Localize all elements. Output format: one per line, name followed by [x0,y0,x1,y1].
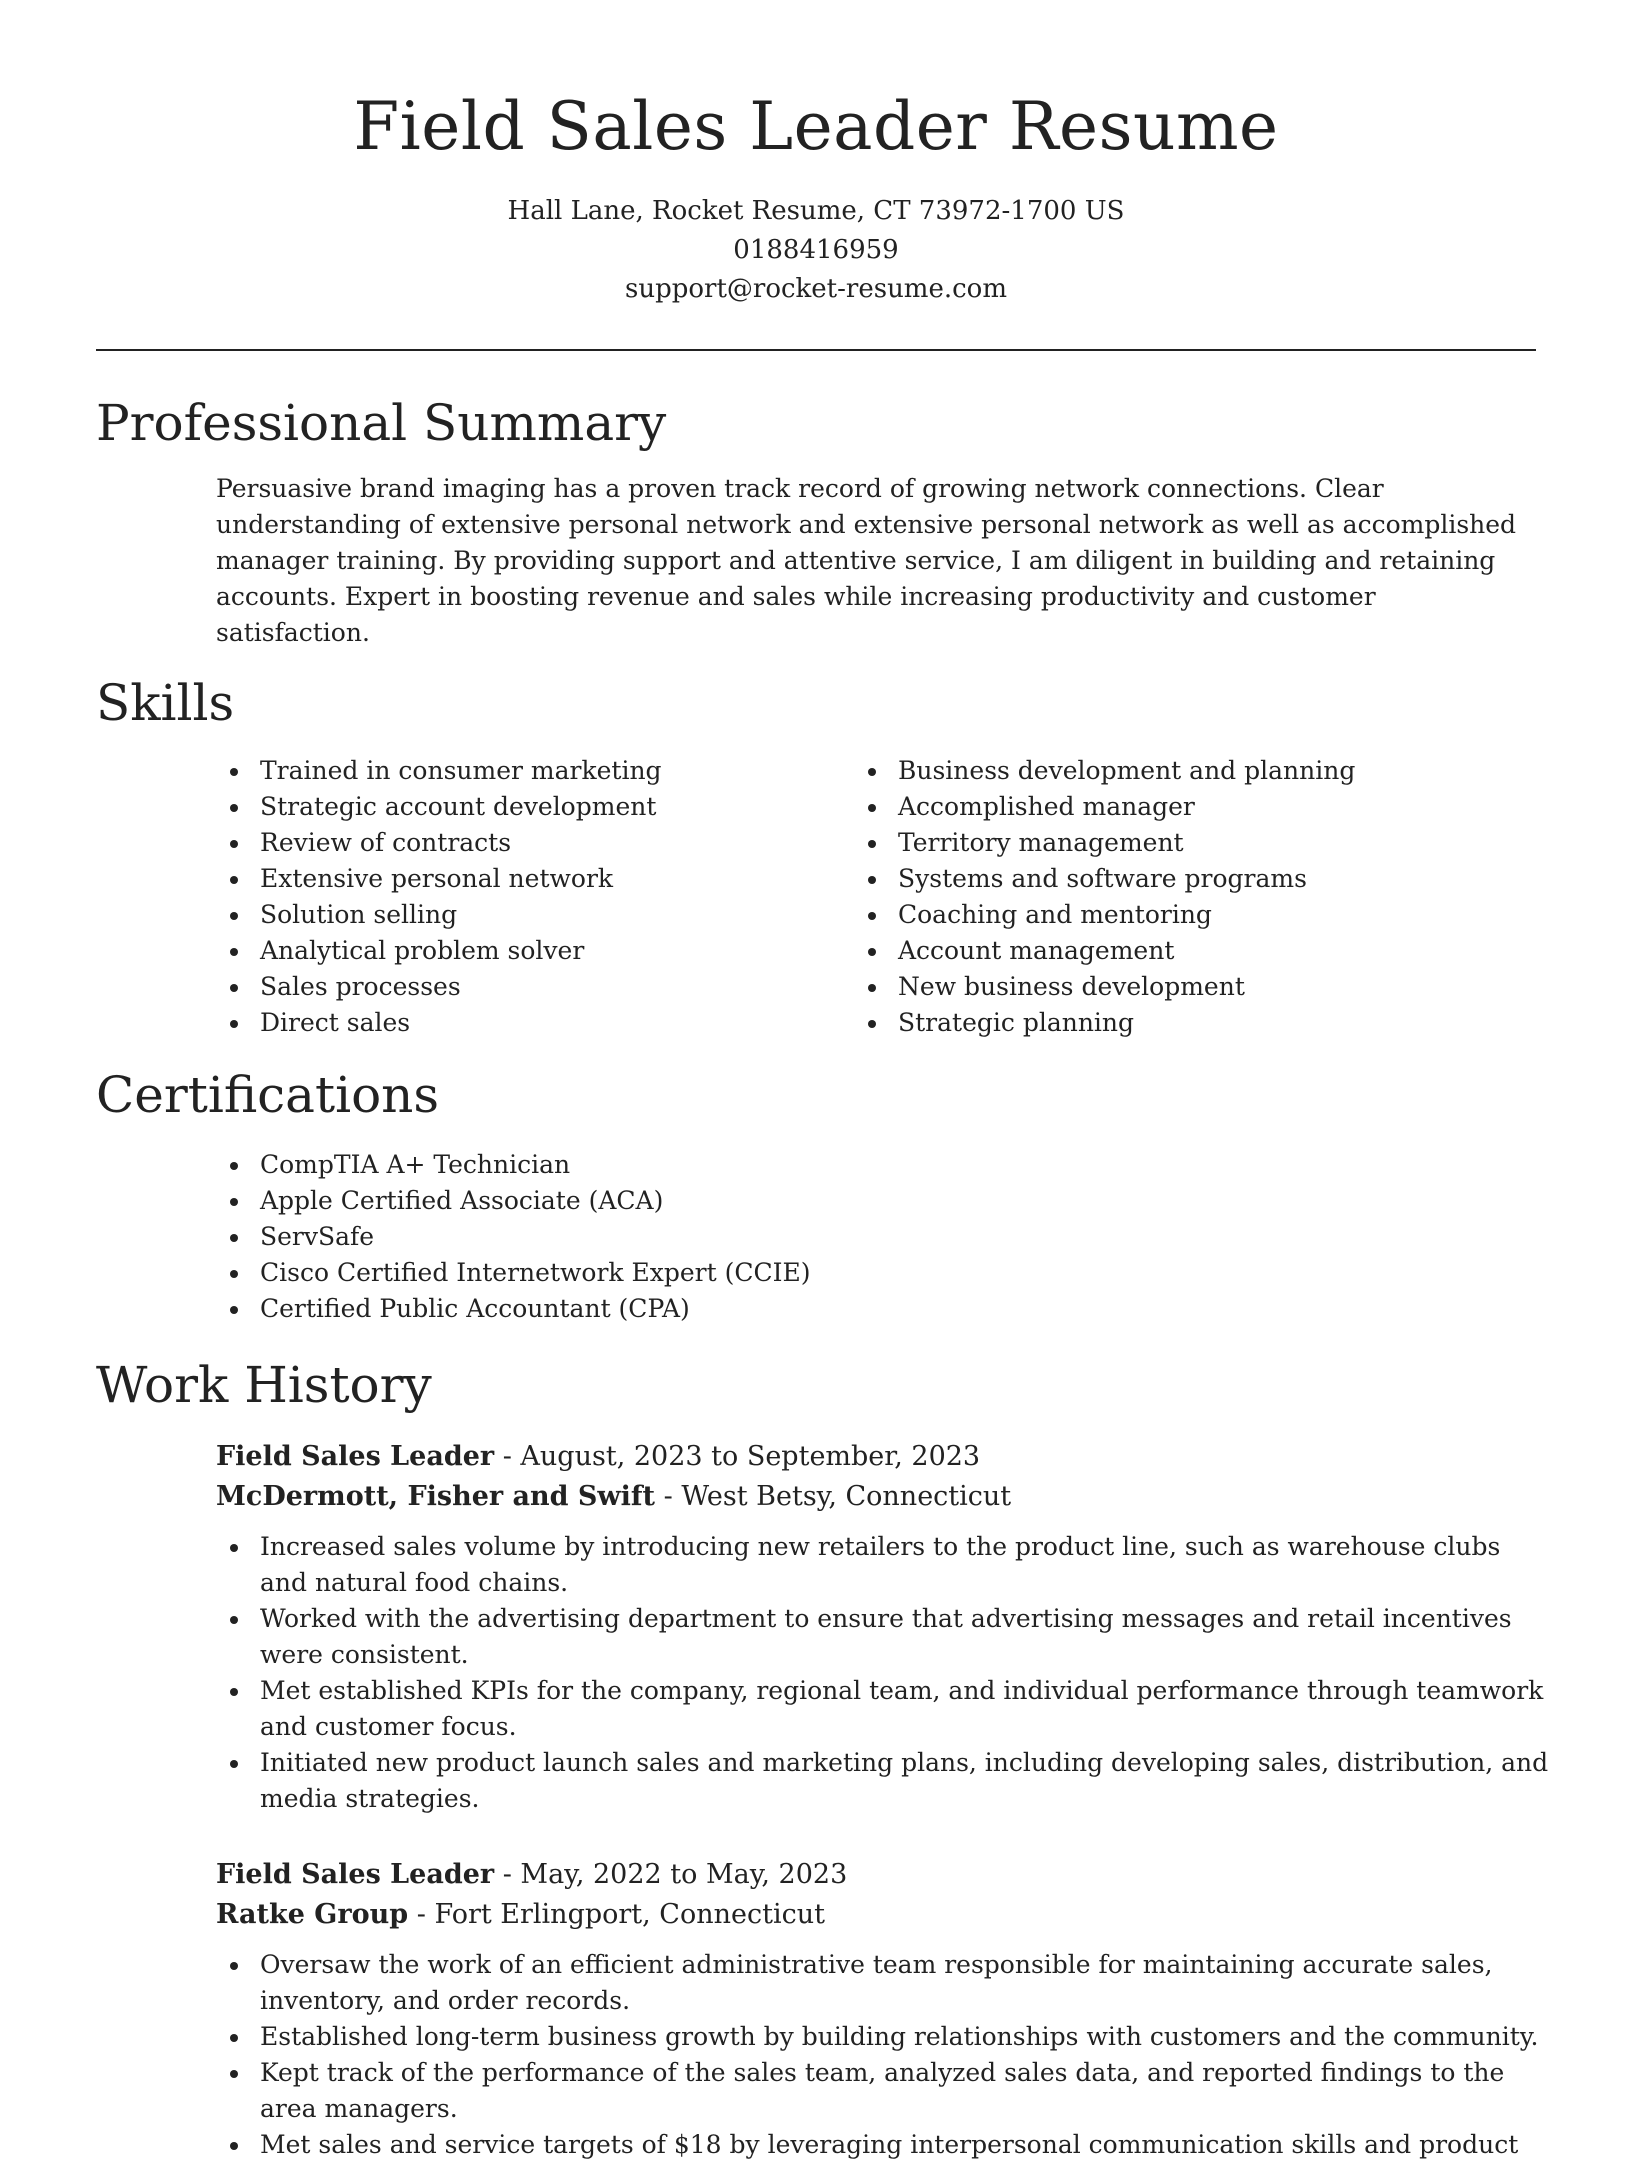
job-separator: - [502,1859,521,1890]
skill-item: New business development [898,969,1536,1005]
contact-email: support@rocket-resume.com [624,274,1007,304]
skill-item: Territory management [898,825,1536,861]
certifications-heading: Certifications [96,1066,440,1124]
skills-list-right [898,753,1536,1041]
job-dates: August, 2023 to September, 2023 [520,1441,981,1472]
skill-item: Coaching and mentoring [898,897,1536,933]
contact-address: Hall Lane, Rocket Resume, CT 73972-1700 US [507,196,1125,226]
certification-item: CompTIA A+ Technician [260,1147,1536,1183]
job-dates: May, 2022 to May, 2023 [520,1859,848,1890]
skill-item: Analytical problem solver [260,933,898,969]
contact-phone: 0188416959 [733,235,899,265]
skill-item: Strategic planning [898,1005,1536,1041]
skills-section [96,671,1536,1041]
work-history-section [96,1353,1549,2163]
header-divider [96,349,1536,351]
skill-item: Review of contracts [260,825,898,861]
skill-item: Direct sales [260,1005,898,1041]
skill-item: Systems and software programs [898,861,1536,897]
job-bullets [260,1529,1550,1817]
certification-item: Cisco Certified Internetwork Expert (CCIE) [260,1255,1536,1291]
contact-info [96,192,1536,309]
job-company: Ratke Group [216,1899,409,1930]
job-bullet: Established long-term business growth by building relationships with customers and the community. [260,2019,1550,2055]
skill-item: Strategic account development [260,789,898,825]
job-bullet: Initiated new product launch sales and marketing plans, including developing sales, distribution, and media strategies. [260,1745,1550,1817]
job-title: Field Sales Leader [216,1441,495,1472]
job-bullets [260,1947,1550,2163]
skills-columns [260,753,1536,1041]
certification-item: ServSafe [260,1219,1536,1255]
skill-item: Solution selling [260,897,898,933]
certification-item: Apple Certified Associate (ACA) [260,1183,1536,1219]
summary-text: Persuasive brand imaging has a proven track record of growing network connections. Clear understanding of extensive personal network and extensive personal network as well as accomplished manager training. By providing support and attentive service, I am diligent in building and retaining accounts. Expert in boosting revenue and sales while increasing productivity and customer satisfaction. [216,474,1517,647]
job-location: West Betsy, Connecticut [681,1481,1012,1512]
job-bullet: Kept track of the performance of the sales team, analyzed sales data, and reported findings to the area managers. [260,2055,1550,2127]
skills-heading: Skills [96,674,235,732]
job-company-line [216,1895,1536,1935]
skills-list-left [260,753,898,1041]
certifications-list [260,1147,1536,1327]
resume-title: Field Sales Leader Resume [353,88,1279,165]
certification-item: Certified Public Accountant (CPA) [260,1291,1536,1327]
job-title: Field Sales Leader [216,1859,495,1890]
job-separator: - [502,1441,521,1472]
certifications-section [96,1063,1536,1327]
job-bullet: Worked with the advertising department to ensure that advertising messages and retail incentives were consistent. [260,1601,1550,1673]
job-bullet: Increased sales volume by introducing new retailers to the product line, such as warehouse clubs and natural food chains. [260,1529,1550,1601]
summary-heading: Professional Summary [96,394,667,452]
skill-item: Trained in consumer marketing [260,753,898,789]
summary-section [96,391,1536,651]
job-location: Fort Erlingport, Connecticut [434,1899,825,1930]
work-history-heading: Work History [96,1356,432,1414]
job-entry [216,1437,1549,1817]
job-company: McDermott, Fisher and Swift [216,1481,656,1512]
job-entry [216,1855,1539,2163]
job-title-line [216,1855,1536,1895]
job-title-line [216,1437,1536,1477]
skill-item: Business development and planning [898,753,1536,789]
job-bullet: Met sales and service targets of $18 by leveraging interpersonal communication skills and product [260,2127,1550,2163]
skill-item: Account management [898,933,1536,969]
job-separator: - [663,1481,682,1512]
job-separator: - [416,1899,435,1930]
job-bullet: Met established KPIs for the company, regional team, and individual performance through teamwork and customer focus. [260,1673,1550,1745]
skill-item: Extensive personal network [260,861,898,897]
job-bullet: Oversaw the work of an efficient administrative team responsible for maintaining accurate sales, inventory, and order records. [260,1947,1550,2019]
resume-page [96,0,1549,2163]
skill-item: Accomplished manager [898,789,1536,825]
skill-item: Sales processes [260,969,898,1005]
job-company-line [216,1477,1536,1517]
resume-header [96,0,1536,309]
